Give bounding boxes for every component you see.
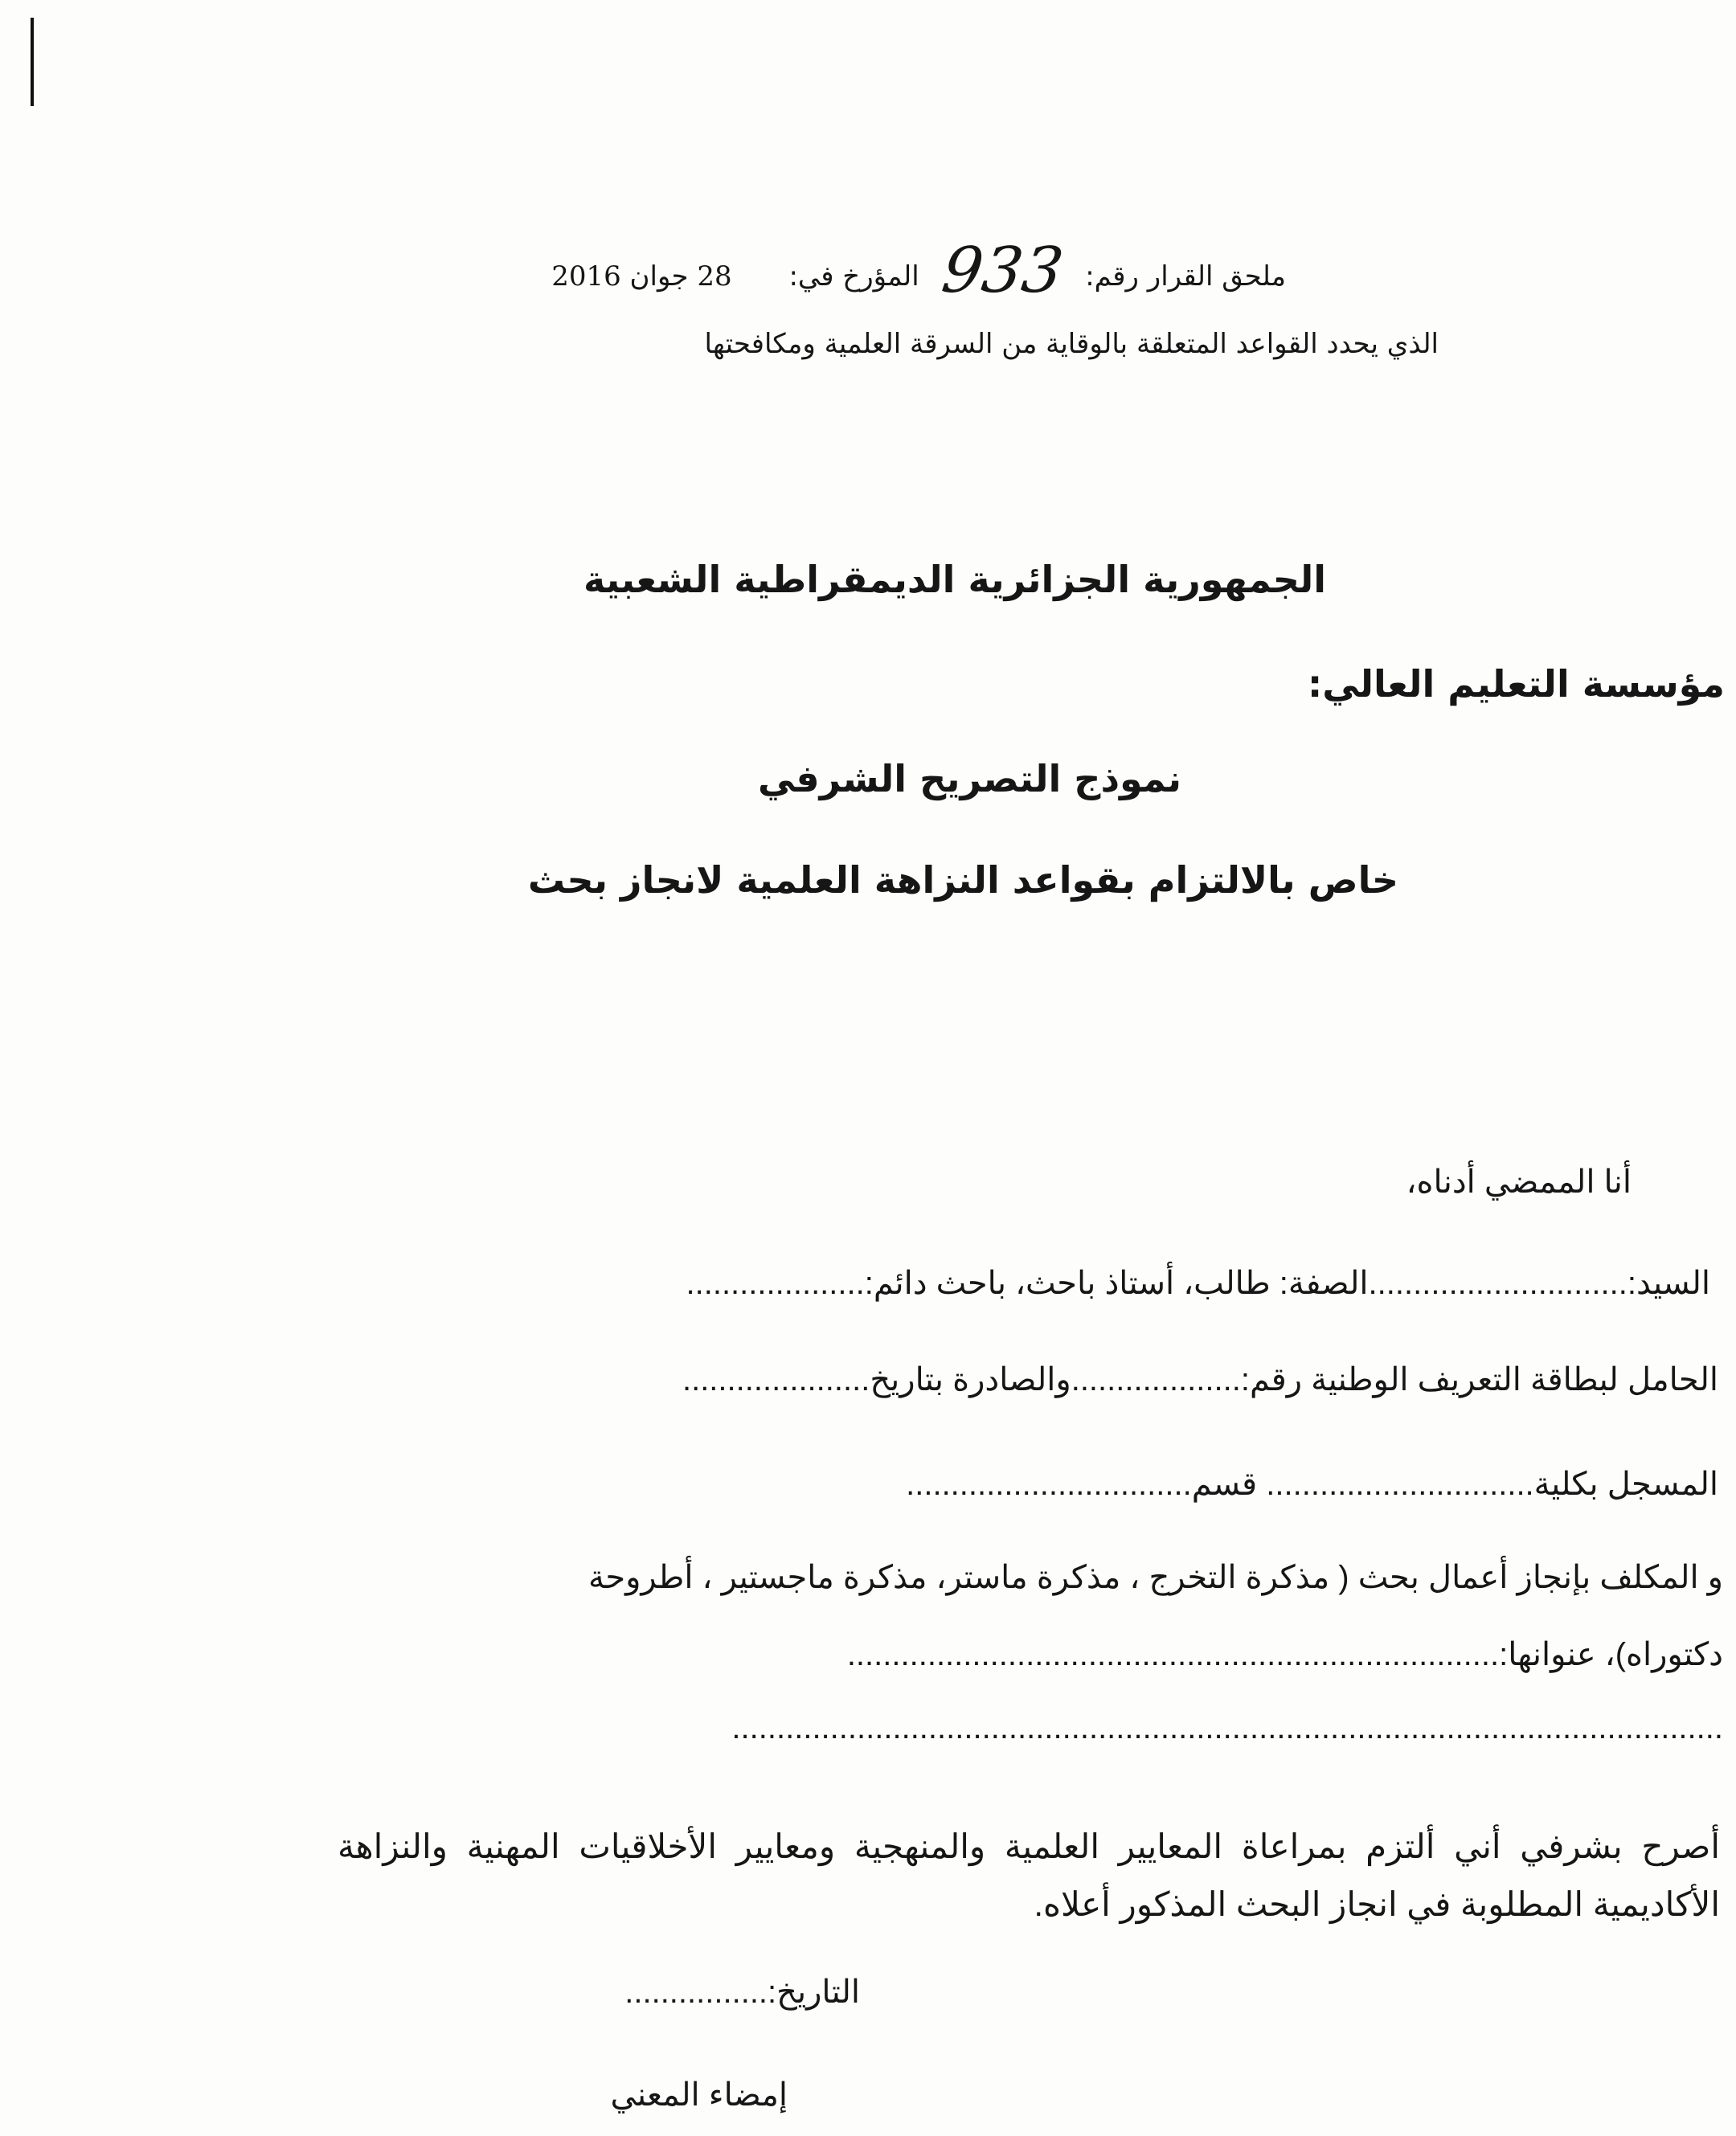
decision-number: 933 <box>937 235 1067 307</box>
decision-date: 28 جوان 2016 <box>551 260 732 293</box>
dated-label: المؤرخ في: <box>788 260 919 293</box>
signature-label: إمضاء المعني <box>610 2077 788 2113</box>
annex-label: ملحق القرار رقم: <box>1085 260 1286 293</box>
research-type-line: و المكلف بإنجاز أعمال بحث ( مذكرة التخرج ، مذكرة ماستر، مذكرة ماجستير ، أطروحة <box>588 1560 1723 1595</box>
faculty-field-line: المسجل بكلية.............................. قسم................................ <box>906 1467 1718 1502</box>
institution-label: مؤسسة التعليم العالي: <box>1307 662 1725 706</box>
thesis-title-line: دكتوراه)، عنوانها:......................................................................... <box>846 1637 1723 1672</box>
annex-header-line <box>551 235 1286 307</box>
scan-edge-mark <box>31 18 34 106</box>
id-field-line: الحامل لبطاقة التعريف الوطنية رقم:...................والصادرة بتاريخ..................... <box>682 1362 1718 1397</box>
form-title: نموذج التصريح الشرفي <box>757 757 1181 800</box>
form-subtitle: خاص بالالتزام بقواعد النزاهة العلمية لانجاز بحث <box>527 858 1398 902</box>
republic-heading: الجمهورية الجزائرية الديمقراطية الشعبية <box>583 558 1326 601</box>
date-field: التاريخ:................ <box>624 1974 860 2010</box>
intro-text: أنا الممضي أدناه، <box>1406 1164 1632 1200</box>
declaration-paragraph: أصرح بشرفي أني ألتزم بمراعاة المعايير العلمية والمنهجية ومعايير الأخلاقيات المهنية والنزاهة الأكاديمية المطلوبة في انجاز البحث المذكور أعلاه. <box>338 1827 1720 1923</box>
extra-dotted-line: ............................................................................................................... <box>731 1710 1723 1745</box>
annex-subtitle: الذي يحدد القواعد المتعلقة بالوقاية من السرقة العلمية ومكافحتها <box>704 328 1439 360</box>
name-field-line: السيد:.............................الصفة: طالب، أستاذ باحث، باحث دائم:.................... <box>686 1266 1710 1301</box>
